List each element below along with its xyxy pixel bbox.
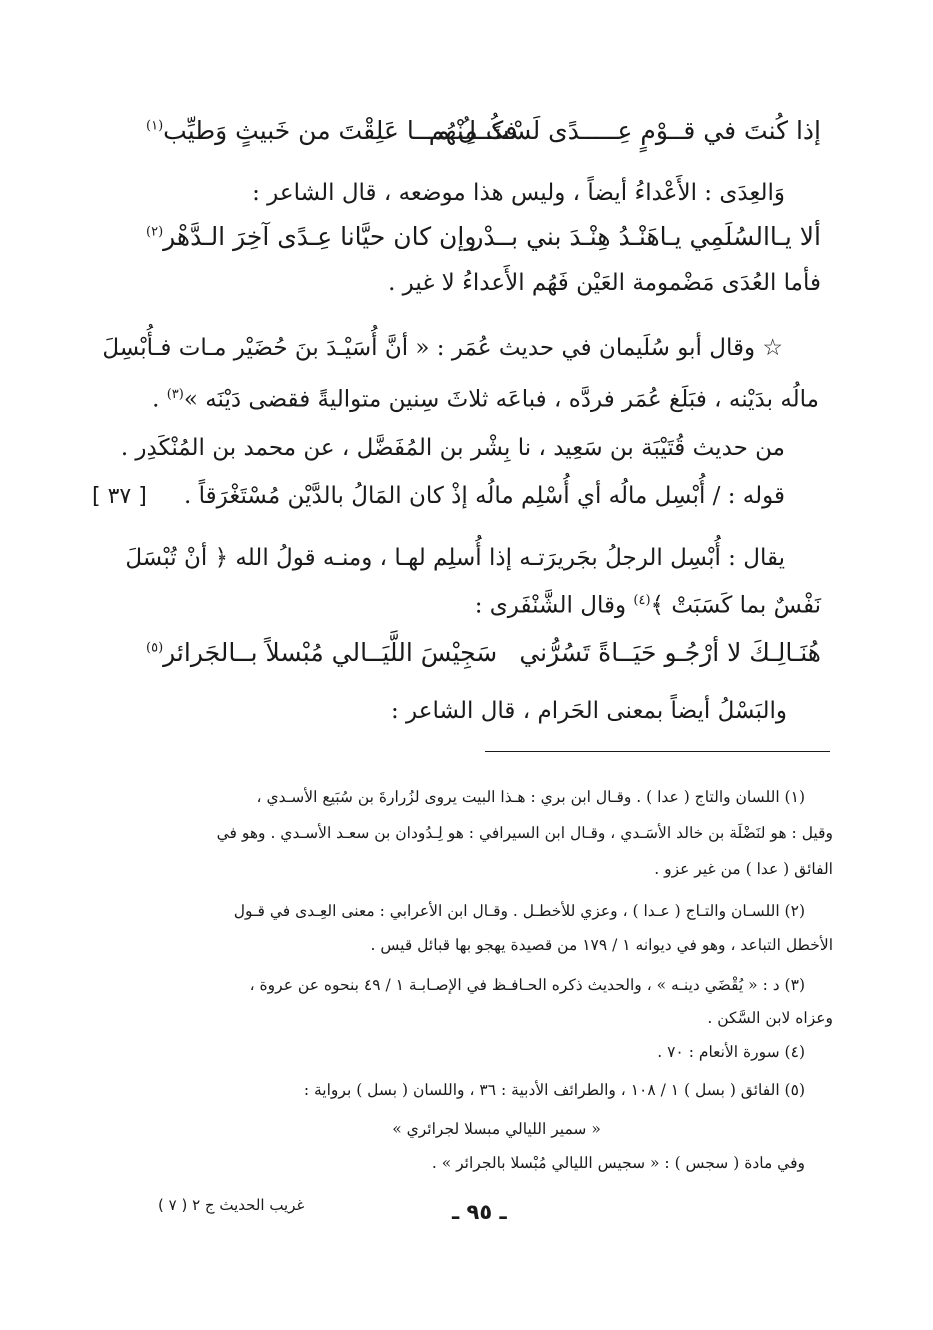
text-line-8: نَفْسٌ بما كَسَبَتْ ﴾$^{(٤)}$ وقال الشَّنْفَرى : — [474, 592, 821, 619]
footnote-ref-2: (٢) — [146, 224, 164, 240]
verse-1-left-hemistich: فكُــلُ مـــا عَلِقْتَ من خَبيثٍ وَطيِّب$^{(١)}$ — [146, 116, 518, 145]
verse-1-right-hemistich: إذا كُنتَ في قــوْمٍ عِـــــدًى لَسْتَ مِنْهُم — [428, 116, 821, 145]
verse-3-right-hemistich: هُنَـالِـكَ لا أرْجُـو حَيَــاةً تَسُرُّني — [519, 638, 821, 667]
footer-book-title: غريب الحديث ج ٢ ( ٧ ) — [158, 1196, 305, 1214]
verse-2-right-hemistich: ألا يـاالسُلَمِي يـاهَنْـدُ هِنْـدَ بني بــدْر — [471, 222, 821, 251]
footnote-2-line-1: (٢) اللسـان والتـاج ( عـدا ) ، وعزي للأخطـل . وقـال ابن الأعرابي : معنى العِـدى في قـول — [233, 902, 805, 920]
footnote-ref-4: (٤) — [633, 593, 651, 608]
verse-3-left-hemistich: سَجِيْسَ اللَّيَــالي مُبْسلاً بــالجَرائر$^{(٥)}$ — [146, 638, 498, 667]
footnote-separator — [485, 751, 830, 752]
footnote-1-line-2: وقيل : هو لنَضْلَة بن خالد الأسَـدي ، وقـال ابن السيرافي : هو لِـدُودان بن سعـد الأسـدي . وهو في — [216, 824, 833, 842]
footnote-5-line-2: « سمير الليالي مبسلا لجرائري » — [392, 1120, 601, 1138]
footnote-4: (٤) سورة الأنعام : ٧٠ . — [657, 1043, 805, 1061]
text-line-7: يقال : أُبْسِل الرجلُ بجَريرَتـه إذا أُسلِم لهـا ، ومنـه قولُ الله ﴿ أنْ تُبْسَلَ — [125, 545, 785, 571]
footnote-ref-3: (٣) — [166, 387, 184, 402]
text-line-9: والبَسْلُ أيضاً بمعنى الحَرام ، قال الشاعر : — [391, 698, 787, 724]
text-line-4: مالُه بدَيْنه ، فبَلَغ عُمَر فردَّه ، فباعَه ثلاثَ سِنين متواليةً فقضى دَيْنَه »$^{(٣)}$ . — [152, 386, 819, 413]
text-line-5: من حديث قُتَيْبَة بن سَعِيد ، نا بِشْر بن المُفَضَّل ، عن محمد بن المُنْكَدِر . — [120, 435, 785, 461]
page-number: ـ ٩٥ ـ — [452, 1200, 507, 1224]
footnote-3-line-2: وعزاه لابن السَّكن . — [707, 1009, 833, 1027]
footnote-1-line-1: (١) اللسان والتاج ( عدا ) . وقـال ابن بري : هـذا البيت يروى لزُرارةَ بن سُبَيع الأسـدي ، — [256, 788, 805, 806]
footnote-3-line-1: (٣) د : « يُقْضَي دينـه » ، والحديث ذكره الحـافـظ في الإصـابـة ١ / ٤٩ بنحوه عن عروة ، — [249, 976, 805, 994]
footnote-5-line-1: (٥) الفائق ( بسل ) ١ / ١٠٨ ، والطرائف الأدبية : ٣٦ ، واللسان ( بسل ) برواية : — [303, 1081, 805, 1099]
footnote-5-line-3: وفي مادة ( سجس ) : « سجيس الليالي مُبْسلا بالجرائر » . — [431, 1154, 805, 1172]
text-line-2: فأما العُدَى مَضْمومة العَيْن فَهُم الأَعداءُ لا غير . — [388, 270, 821, 296]
footnote-2-line-2: الأخطل التباعد ، وهو في ديوانه ١ / ١٧٩ من قصيدة يهجو بها قبائل قيس . — [370, 936, 833, 954]
margin-page-marker: [ ٣٧ ] — [92, 484, 147, 509]
text-line-1: وَالعِدَى : الأَعْداءُ أيضاً ، وليس هذا موضعه ، قال الشاعر : — [252, 180, 785, 206]
footnote-ref-5: (٥) — [146, 640, 164, 656]
text-line-3: ☆ وقال أبو سُلَيمان في حديث عُمَر : « أنَّ أُسَيْـدَ بنَ حُضَيْر مـات فـأُبْسِلَ — [102, 335, 783, 361]
text-line-6: قوله : / أُبْسِل مالُه أي أُسْلِم مالُه إذْ كان المَالُ بالدَّيْن مُسْتَغْرَقاً . — [184, 483, 785, 509]
footnote-ref-1: (١) — [146, 118, 164, 134]
verse-2-left-hemistich: وإن كان حيَّانا عِـدًى آخِرَ الـدَّهْر$^{(٢)}$ — [146, 222, 477, 251]
footnote-1-line-3: الفائق ( عدا ) من غير عزو . — [654, 860, 833, 878]
